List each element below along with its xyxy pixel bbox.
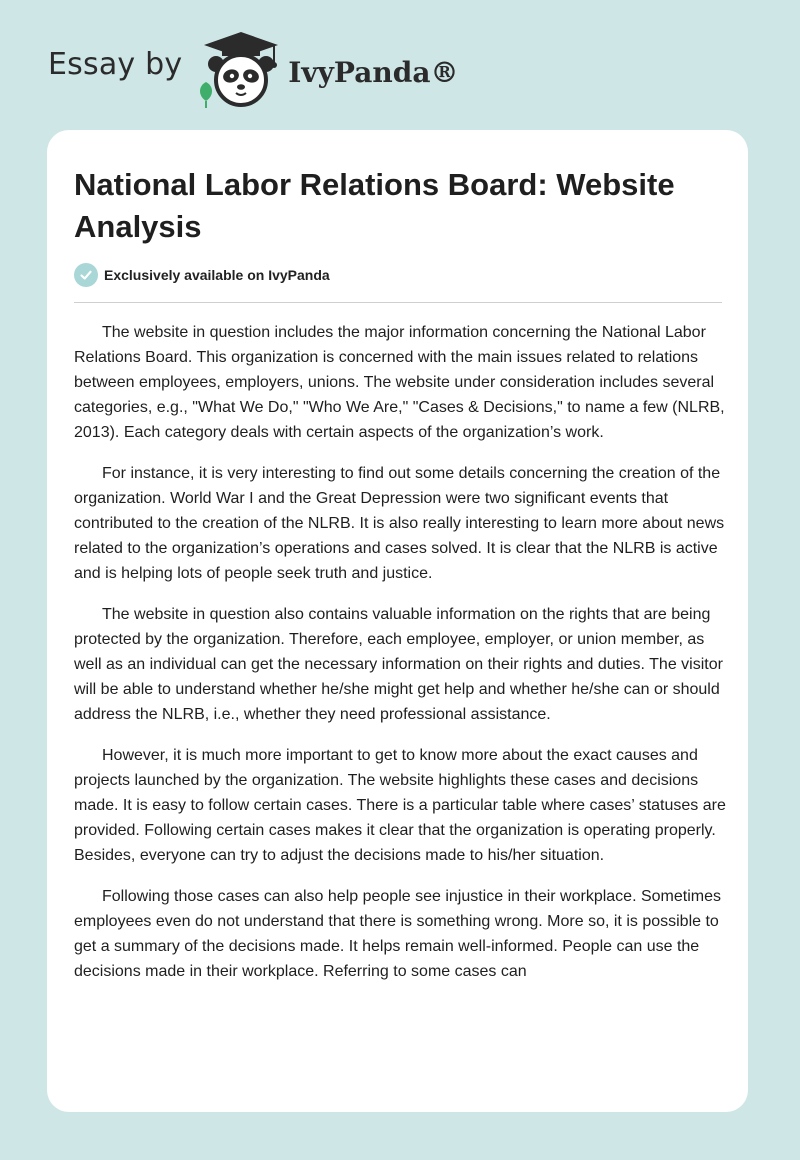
paragraph: Following those cases can also help people see injustice in their workplace. Sometimes employees even do not understand that there is something wrong. More so, it is possible to get a summary of the decisions made. It helps remain well-informed. People can use the decisions made in their workplace. Referring to some cases can xyxy=(74,888,721,980)
essay-by-label: Essay by xyxy=(48,46,183,82)
paragraph: For instance, it is very interesting to find out some details concerning the creation of the organization. World War I and the Great Depression were two significant events that contributed to the creation of the NLRB. It is also really interesting to learn more about news related to the organization’s operations and cases solved. It is clear that the NLRB is active and is helping lots of people seek truth and justice. xyxy=(74,465,725,582)
paragraph: The website in question includes the major information concerning the National Labor Relations Board. This organization is concerned with the main issues related to relations between employees, employers, unions. The website under consideration includes several categories, e.g., "What We Do," "Who We Are," "Cases & Decisions," to name a few (NLRB, 2013). Each category deals with certain aspects of the organization’s work. xyxy=(74,324,725,441)
panda-graduate-icon[interactable] xyxy=(196,30,286,110)
essay-card xyxy=(47,130,748,1112)
paragraph: The website in question also contains valuable information on the rights that are being protected by the organization. Therefore, each employee, employer, or union member, as well as an individual can get the necessary information on their rights and duties. The visitor will be able to understand whether he/she might get help and whether he/she can or should address the NLRB, i.e., whether they need professional assistance. xyxy=(74,606,723,723)
essay-body xyxy=(74,320,729,1000)
ivypanda-brand[interactable]: IvyPanda® xyxy=(288,55,459,89)
exclusive-badge xyxy=(74,263,330,287)
check-icon xyxy=(74,263,98,287)
exclusive-label: Exclusively available on IvyPanda xyxy=(104,267,330,283)
paragraph: However, it is much more important to get to know more about the exact causes and projects launched by the organization. The website highlights these cases and decisions made. It is easy to follow certain cases. There is a particular table where cases’ statuses are provided. Following certain cases makes it clear that the organization is operating properly. Besides, everyone can try to adjust the decisions made to his/her situation. xyxy=(74,747,726,864)
site-header xyxy=(48,30,458,110)
divider xyxy=(74,302,722,303)
page-title: National Labor Relations Board: Website Analysis xyxy=(74,167,675,244)
